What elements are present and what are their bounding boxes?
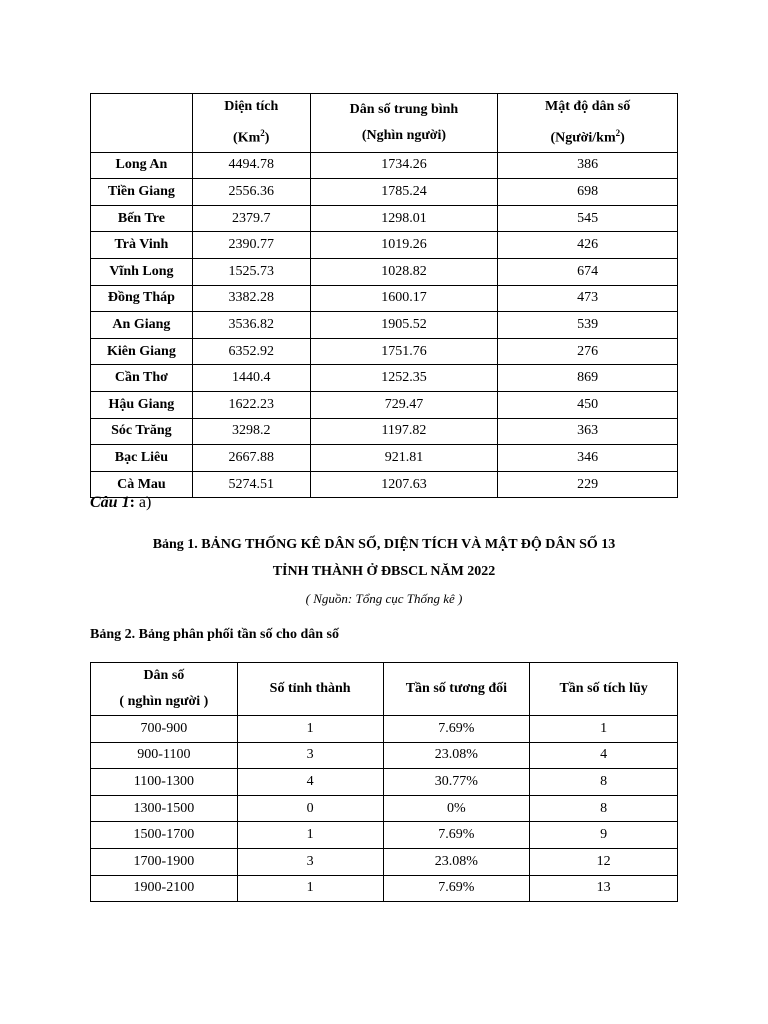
cell-relative: 30.77% bbox=[383, 769, 530, 796]
cell-count: 3 bbox=[237, 848, 383, 875]
cell-area: 1622.23 bbox=[192, 392, 310, 419]
cell-density: 229 bbox=[498, 471, 678, 498]
cell-name: Cà Mau bbox=[91, 471, 193, 498]
header-relative: Tần số tương đối bbox=[383, 663, 530, 716]
header-area bbox=[192, 94, 310, 153]
table-row bbox=[91, 285, 678, 312]
cell-density: 363 bbox=[498, 418, 678, 445]
table-row bbox=[91, 795, 678, 822]
cell-density: 698 bbox=[498, 179, 678, 206]
header-province bbox=[91, 94, 193, 153]
table-row bbox=[91, 769, 678, 796]
cell-population: 1019.26 bbox=[310, 232, 498, 259]
cell-population: 1028.82 bbox=[310, 259, 498, 286]
header-density bbox=[498, 94, 678, 153]
cell-name: Hậu Giang bbox=[91, 392, 193, 419]
table-row bbox=[91, 445, 678, 472]
cell-population: 1905.52 bbox=[310, 312, 498, 339]
cell-population: 1751.76 bbox=[310, 338, 498, 365]
cell-name: Trà Vinh bbox=[91, 232, 193, 259]
table-row bbox=[91, 716, 678, 743]
cell-area: 4494.78 bbox=[192, 152, 310, 179]
cell-relative: 7.69% bbox=[383, 716, 530, 743]
cell-density: 473 bbox=[498, 285, 678, 312]
cell-name: Bạc Liêu bbox=[91, 445, 193, 472]
cell-population: 1197.82 bbox=[310, 418, 498, 445]
table-header-row bbox=[91, 94, 678, 153]
cell-name: Tiền Giang bbox=[91, 179, 193, 206]
header-cumulative: Tần số tích lũy bbox=[530, 663, 678, 716]
header-area-line2: (Km$^2$) bbox=[233, 128, 270, 146]
cell-density: 386 bbox=[498, 152, 678, 179]
cell-name: Vĩnh Long bbox=[91, 259, 193, 286]
table-row bbox=[91, 259, 678, 286]
cell-range: 1500-1700 bbox=[91, 822, 238, 849]
cell-name: Long An bbox=[91, 152, 193, 179]
cell-count: 4 bbox=[237, 769, 383, 796]
cell-density: 869 bbox=[498, 365, 678, 392]
cell-area: 2379.7 bbox=[192, 205, 310, 232]
header-density-line2: $(Người/km^2)$ bbox=[550, 128, 625, 146]
cell-name: Đồng Tháp bbox=[91, 285, 193, 312]
cell-count: 3 bbox=[237, 742, 383, 769]
table-row bbox=[91, 822, 678, 849]
cell-name: Kiên Giang bbox=[91, 338, 193, 365]
table1-caption-line2: TỈNH THÀNH Ở ĐBSCL NĂM 2022 bbox=[272, 564, 496, 579]
cell-density: 276 bbox=[498, 338, 678, 365]
cell-relative: 7.69% bbox=[383, 822, 530, 849]
province-stats-table bbox=[90, 93, 678, 498]
cell-area: 3298.2 bbox=[192, 418, 310, 445]
cell-range: 900-1100 bbox=[91, 742, 238, 769]
header-pop-range-line2: ( nghìn người ) bbox=[119, 694, 209, 709]
cell-area: 1440.4 bbox=[192, 365, 310, 392]
cell-area: 3382.28 bbox=[192, 285, 310, 312]
table-row bbox=[91, 418, 678, 445]
cell-cumulative: 1 bbox=[530, 716, 678, 743]
header-density-line1: Mật độ dân số bbox=[545, 99, 631, 114]
table-row bbox=[91, 875, 678, 902]
cell-population: 1734.26 bbox=[310, 152, 498, 179]
cell-name: Bến Tre bbox=[91, 205, 193, 232]
cell-density: 674 bbox=[498, 259, 678, 286]
cell-cumulative: 4 bbox=[530, 742, 678, 769]
table1-caption-line1: Bảng 1. BẢNG THỐNG KÊ DÂN SỐ, DIỆN TÍCH VÀ MẬT ĐỘ DÂN SỐ 13 bbox=[152, 537, 616, 552]
cell-population: 921.81 bbox=[310, 445, 498, 472]
cell-count: 1 bbox=[237, 716, 383, 743]
cell-relative: 23.08% bbox=[383, 742, 530, 769]
table-row bbox=[91, 232, 678, 259]
table-row bbox=[91, 848, 678, 875]
cell-count: 0 bbox=[237, 795, 383, 822]
header-area-line1: Diện tích bbox=[224, 99, 279, 114]
cell-population: 1207.63 bbox=[310, 471, 498, 498]
cell-density: 450 bbox=[498, 392, 678, 419]
cell-population: 1600.17 bbox=[310, 285, 498, 312]
table-row bbox=[91, 365, 678, 392]
cell-cumulative: 12 bbox=[530, 848, 678, 875]
table-row bbox=[91, 152, 678, 179]
table2-caption: Bảng 2. Bảng phân phối tần số cho dân số bbox=[90, 627, 339, 642]
cell-population: 1298.01 bbox=[310, 205, 498, 232]
cell-name: Sóc Trăng bbox=[91, 418, 193, 445]
table-header-row bbox=[91, 663, 678, 716]
cell-cumulative: 8 bbox=[530, 769, 678, 796]
cell-population: 1785.24 bbox=[310, 179, 498, 206]
table-row bbox=[91, 338, 678, 365]
cell-range: 1700-1900 bbox=[91, 848, 238, 875]
cell-cumulative: 13 bbox=[530, 875, 678, 902]
cell-count: 1 bbox=[237, 822, 383, 849]
header-population-line2: (Nghìn người) bbox=[361, 127, 447, 143]
cell-density: 545 bbox=[498, 205, 678, 232]
cell-density: 346 bbox=[498, 445, 678, 472]
cell-relative: 7.69% bbox=[383, 875, 530, 902]
cell-area: 3536.82 bbox=[192, 312, 310, 339]
cell-range: 700-900 bbox=[91, 716, 238, 743]
cell-range: 1900-2100 bbox=[91, 875, 238, 902]
header-population bbox=[310, 94, 498, 153]
table-row bbox=[91, 205, 678, 232]
cell-relative: 0% bbox=[383, 795, 530, 822]
header-count: Số tỉnh thành bbox=[237, 663, 383, 716]
cell-population: 1252.35 bbox=[310, 365, 498, 392]
frequency-table bbox=[90, 662, 678, 902]
header-pop-range bbox=[91, 663, 238, 716]
table-row bbox=[91, 312, 678, 339]
cell-relative: 23.08% bbox=[383, 848, 530, 875]
cell-area: 6352.92 bbox=[192, 338, 310, 365]
header-pop-range-line1: Dân số bbox=[143, 668, 185, 683]
cell-area: 2390.77 bbox=[192, 232, 310, 259]
question-label: Câu 1: a) bbox=[90, 494, 152, 511]
cell-range: 1300-1500 bbox=[91, 795, 238, 822]
cell-cumulative: 9 bbox=[530, 822, 678, 849]
cell-area: 5274.51 bbox=[192, 471, 310, 498]
cell-name: An Giang bbox=[91, 312, 193, 339]
table-row bbox=[91, 742, 678, 769]
table-row bbox=[91, 471, 678, 498]
cell-area: 1525.73 bbox=[192, 259, 310, 286]
source-note: ( Nguồn: Tổng cục Thống kê ) bbox=[305, 591, 463, 606]
cell-population: 729.47 bbox=[310, 392, 498, 419]
cell-area: 2556.36 bbox=[192, 179, 310, 206]
table-row bbox=[91, 392, 678, 419]
cell-count: 1 bbox=[237, 875, 383, 902]
cell-density: 539 bbox=[498, 312, 678, 339]
cell-density: 426 bbox=[498, 232, 678, 259]
cell-name: Cần Thơ bbox=[91, 365, 193, 392]
table-row bbox=[91, 179, 678, 206]
cell-area: 2667.88 bbox=[192, 445, 310, 472]
cell-cumulative: 8 bbox=[530, 795, 678, 822]
cell-range: 1100-1300 bbox=[91, 769, 238, 796]
header-population-line1: Dân số trung bình bbox=[349, 101, 459, 117]
